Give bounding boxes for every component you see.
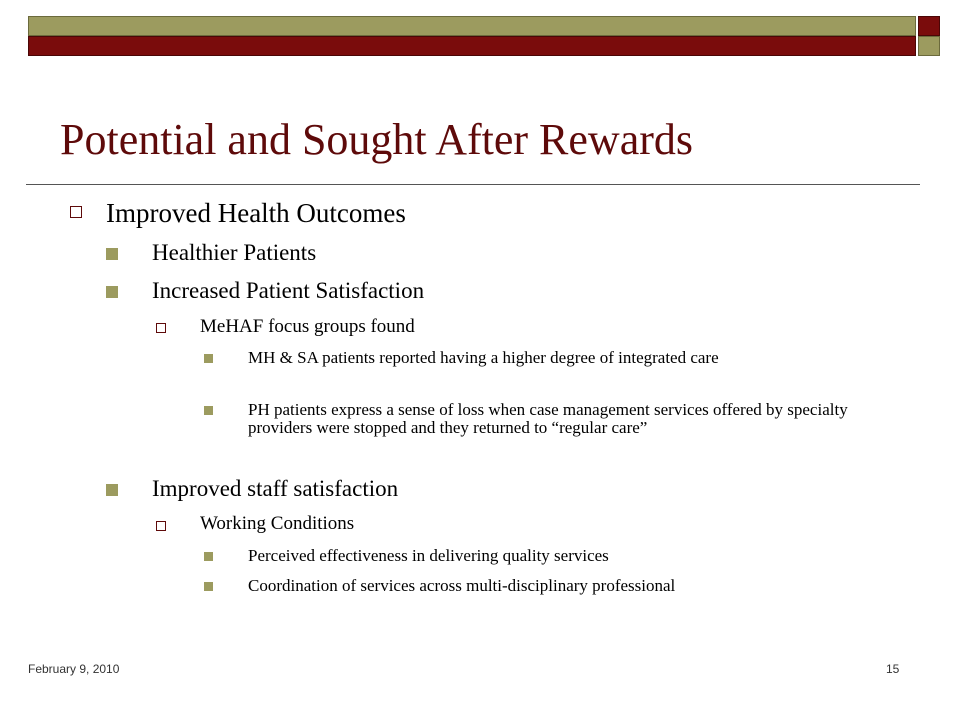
square-bullet-icon bbox=[204, 354, 213, 363]
hollow-square-bullet-icon bbox=[156, 521, 166, 531]
slide-number: 15 bbox=[886, 662, 900, 676]
slide-title: Potential and Sought After Rewards bbox=[60, 115, 694, 164]
outline-item-level3: Working Conditions bbox=[200, 513, 355, 534]
outline-item-level4: PH patients express a sense of loss when case management services offered by specialty providers were stopped and they returned to “regular care” bbox=[248, 400, 848, 437]
hollow-square-bullet-icon bbox=[70, 206, 82, 218]
hollow-square-bullet-icon bbox=[156, 323, 166, 333]
square-bullet-icon bbox=[106, 248, 118, 260]
outline-item-level1: Improved Health Outcomes bbox=[106, 198, 406, 228]
square-bullet-icon bbox=[106, 286, 118, 298]
square-bullet-icon bbox=[204, 582, 213, 591]
square-bullet-icon bbox=[204, 552, 213, 561]
outline-item-level2: Increased Patient Satisfaction bbox=[152, 278, 425, 303]
outline-item-level4: MH & SA patients reported having a higher degree of integrated care bbox=[248, 348, 719, 367]
outline-item-level3: MeHAF focus groups found bbox=[200, 316, 415, 337]
outline-item-level4: Coordination of services across multi-disciplinary professional bbox=[248, 576, 676, 595]
outline-item-level2: Healthier Patients bbox=[152, 240, 317, 265]
square-bullet-icon bbox=[204, 406, 213, 415]
footer-date: February 9, 2010 bbox=[28, 662, 120, 676]
square-bullet-icon bbox=[106, 484, 118, 496]
outline-item-level4: Perceived effectiveness in delivering quality services bbox=[248, 546, 609, 565]
outline-item-level2: Improved staff satisfaction bbox=[152, 476, 399, 501]
